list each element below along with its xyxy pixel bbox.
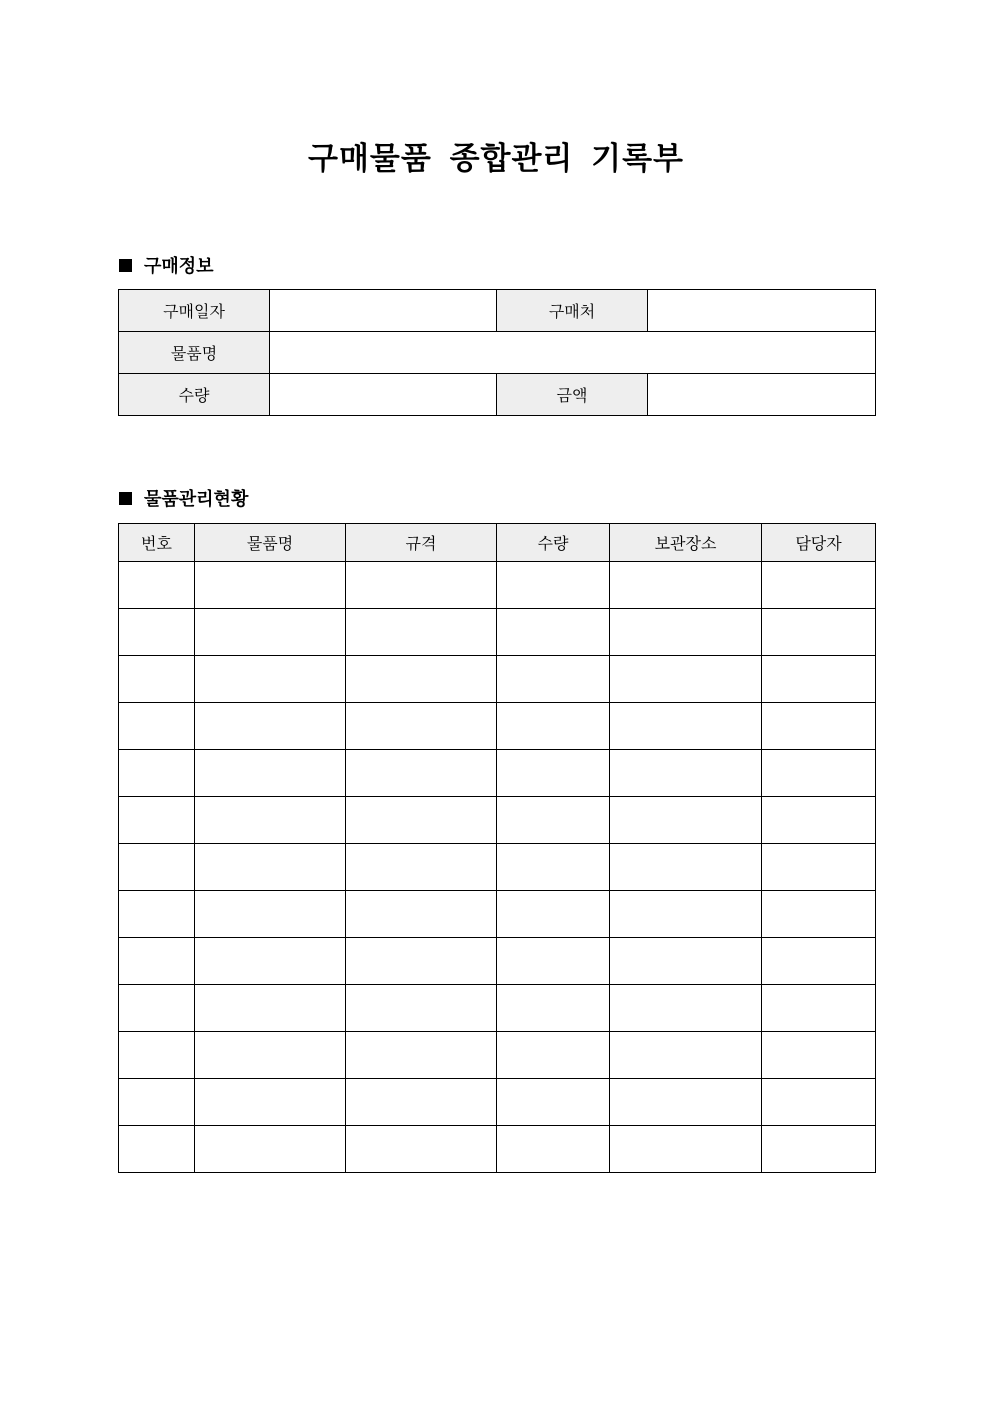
table-row [119,703,876,750]
amount-label: 금액 [497,374,648,416]
table-row [119,374,876,416]
item-name-cell[interactable] [195,1032,346,1079]
column-header-spec: 규격 [346,524,497,562]
square-bullet-icon [119,492,132,505]
spec-cell[interactable] [346,609,497,656]
spec-cell[interactable] [346,891,497,938]
item-name-cell[interactable] [195,656,346,703]
manager-cell[interactable] [762,891,876,938]
number-cell[interactable] [119,609,195,656]
storage-location-cell[interactable] [610,985,762,1032]
spec-cell[interactable] [346,844,497,891]
management-status-heading [119,485,248,511]
storage-location-cell[interactable] [610,844,762,891]
table-row [119,938,876,985]
column-header-storage-location: 보관장소 [610,524,762,562]
manager-cell[interactable] [762,1032,876,1079]
purchase-info-table [118,289,876,416]
quantity-cell[interactable] [497,985,610,1032]
number-cell[interactable] [119,656,195,703]
manager-cell[interactable] [762,750,876,797]
quantity-field[interactable] [270,374,497,416]
manager-cell[interactable] [762,1079,876,1126]
quantity-cell[interactable] [497,797,610,844]
spec-cell[interactable] [346,797,497,844]
table-row [119,1032,876,1079]
spec-cell[interactable] [346,703,497,750]
storage-location-cell[interactable] [610,562,762,609]
item-name-cell[interactable] [195,938,346,985]
item-name-cell[interactable] [195,1079,346,1126]
quantity-cell[interactable] [497,750,610,797]
purchase-date-label: 구매일자 [119,290,270,332]
quantity-cell[interactable] [497,844,610,891]
number-cell[interactable] [119,1126,195,1173]
purchase-date-field[interactable] [270,290,497,332]
spec-cell[interactable] [346,750,497,797]
storage-location-cell[interactable] [610,750,762,797]
item-name-cell[interactable] [195,609,346,656]
quantity-cell[interactable] [497,703,610,750]
vendor-label: 구매처 [497,290,648,332]
manager-cell[interactable] [762,1126,876,1173]
table-row [119,891,876,938]
manager-cell[interactable] [762,844,876,891]
page-title: 구매물품 종합관리 기록부 [308,141,684,177]
quantity-cell[interactable] [497,1032,610,1079]
number-cell[interactable] [119,844,195,891]
item-name-cell[interactable] [195,1126,346,1173]
item-name-cell[interactable] [195,750,346,797]
column-header-item-name: 물품명 [195,524,346,562]
manager-cell[interactable] [762,985,876,1032]
manager-cell[interactable] [762,562,876,609]
column-header-number: 번호 [119,524,195,562]
table-row [119,985,876,1032]
number-cell[interactable] [119,985,195,1032]
manager-cell[interactable] [762,797,876,844]
number-cell[interactable] [119,703,195,750]
quantity-cell[interactable] [497,609,610,656]
quantity-cell[interactable] [497,938,610,985]
spec-cell[interactable] [346,656,497,703]
storage-location-cell[interactable] [610,703,762,750]
purchase-info-heading-label: 구매정보 [144,256,214,277]
spec-cell[interactable] [346,1079,497,1126]
number-cell[interactable] [119,938,195,985]
storage-location-cell[interactable] [610,656,762,703]
management-status-heading-label: 물품관리현황 [144,489,249,510]
table-row [119,1079,876,1126]
manager-cell[interactable] [762,656,876,703]
table-row [119,797,876,844]
spec-cell[interactable] [346,1032,497,1079]
manager-cell[interactable] [762,938,876,985]
quantity-cell[interactable] [497,1079,610,1126]
square-bullet-icon [119,259,132,272]
vendor-field[interactable] [648,290,876,332]
number-cell[interactable] [119,562,195,609]
storage-location-cell[interactable] [610,938,762,985]
storage-location-cell[interactable] [610,891,762,938]
quantity-cell[interactable] [497,656,610,703]
item-name-cell[interactable] [195,797,346,844]
table-row [119,844,876,891]
item-name-cell[interactable] [195,562,346,609]
number-cell[interactable] [119,1032,195,1079]
amount-field[interactable] [648,374,876,416]
purchase-info-heading [119,252,214,278]
table-row [119,290,876,332]
storage-location-cell[interactable] [610,1079,762,1126]
quantity-label: 수량 [119,374,270,416]
quantity-cell[interactable] [497,562,610,609]
number-cell[interactable] [119,750,195,797]
storage-location-cell[interactable] [610,1032,762,1079]
storage-location-cell[interactable] [610,609,762,656]
manager-cell[interactable] [762,609,876,656]
storage-location-cell[interactable] [610,797,762,844]
table-row [119,750,876,797]
column-header-manager: 담당자 [762,524,876,562]
item-name-field[interactable] [270,332,876,374]
item-name-cell[interactable] [195,703,346,750]
manager-cell[interactable] [762,703,876,750]
table-row [119,332,876,374]
item-name-cell[interactable] [195,844,346,891]
spec-cell[interactable] [346,1126,497,1173]
item-name-label: 물품명 [119,332,270,374]
number-cell[interactable] [119,797,195,844]
management-status-body [119,562,876,1173]
table-row [119,656,876,703]
table-row [119,562,876,609]
table-row [119,609,876,656]
item-name-cell[interactable] [195,985,346,1032]
table-header-row [119,524,876,562]
quantity-cell[interactable] [497,891,610,938]
management-status-table [118,523,876,1173]
item-name-cell[interactable] [195,891,346,938]
storage-location-cell[interactable] [610,1126,762,1173]
spec-cell[interactable] [346,985,497,1032]
quantity-cell[interactable] [497,1126,610,1173]
spec-cell[interactable] [346,938,497,985]
spec-cell[interactable] [346,562,497,609]
column-header-quantity: 수량 [497,524,610,562]
table-row [119,1126,876,1173]
number-cell[interactable] [119,1079,195,1126]
number-cell[interactable] [119,891,195,938]
